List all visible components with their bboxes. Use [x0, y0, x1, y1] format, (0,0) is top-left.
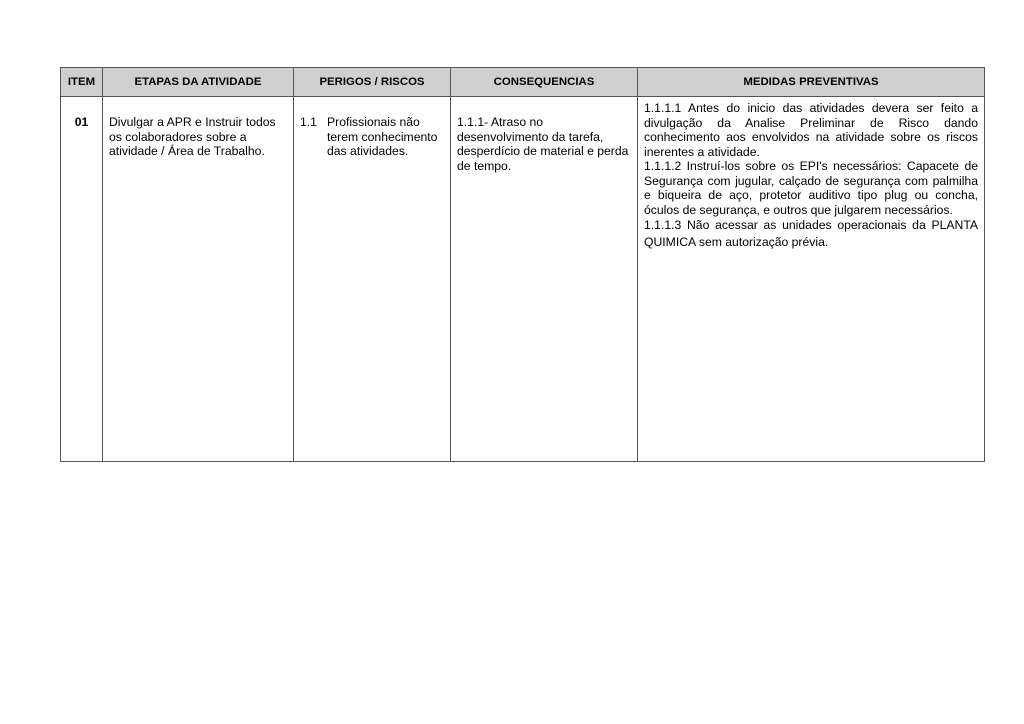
perigos-entry: [300, 115, 444, 159]
perigos-text: Profissionais não terem conhecimento das atividades.: [327, 115, 438, 158]
cell-medidas: [638, 97, 985, 462]
cell-perigos: [294, 97, 451, 462]
apr-table: [60, 67, 985, 462]
header-consequencias: CONSEQUENCIAS: [451, 68, 638, 97]
table-header-row: [61, 68, 985, 97]
medida-2: 1.1.1.2 Instruí-los sobre os EPI's necessários: Capacete de Segurança com jugular, calçado de segurança com palmilha e biqueira de aço, protetor auditivo tipo plug ou concha, óculos de segurança, e outros que julgarem necessários.: [644, 159, 978, 217]
cell-etapas: Divulgar a APR e Instruir todos os colaboradores sobre a atividade / Área de Trabalho.: [103, 97, 294, 462]
table-row: [61, 97, 985, 462]
header-etapas: ETAPAS DA ATIVIDADE: [103, 68, 294, 97]
perigos-number: 1.1: [300, 115, 317, 129]
header-perigos: PERIGOS / RISCOS: [294, 68, 451, 97]
cell-item-number: 01: [61, 97, 103, 462]
cell-consequencias: 1.1.1- Atraso no desenvolvimento da tarefa, desperdício de material e perda de tempo.: [451, 97, 638, 462]
header-medidas: MEDIDAS PREVENTIVAS: [638, 68, 985, 97]
medida-3: 1.1.1.3 Não acessar as unidades operacionais da PLANTA QUIMICA sem autorização prévia.: [644, 218, 978, 249]
header-item: ITEM: [61, 68, 103, 97]
medida-1: 1.1.1.1 Antes do inicio das atividades devera ser feito a divulgação da Analise Preliminar de Risco dando conhecimento aos envolvidos na atividade sobre os riscos inerentes a atividade.: [644, 101, 978, 159]
